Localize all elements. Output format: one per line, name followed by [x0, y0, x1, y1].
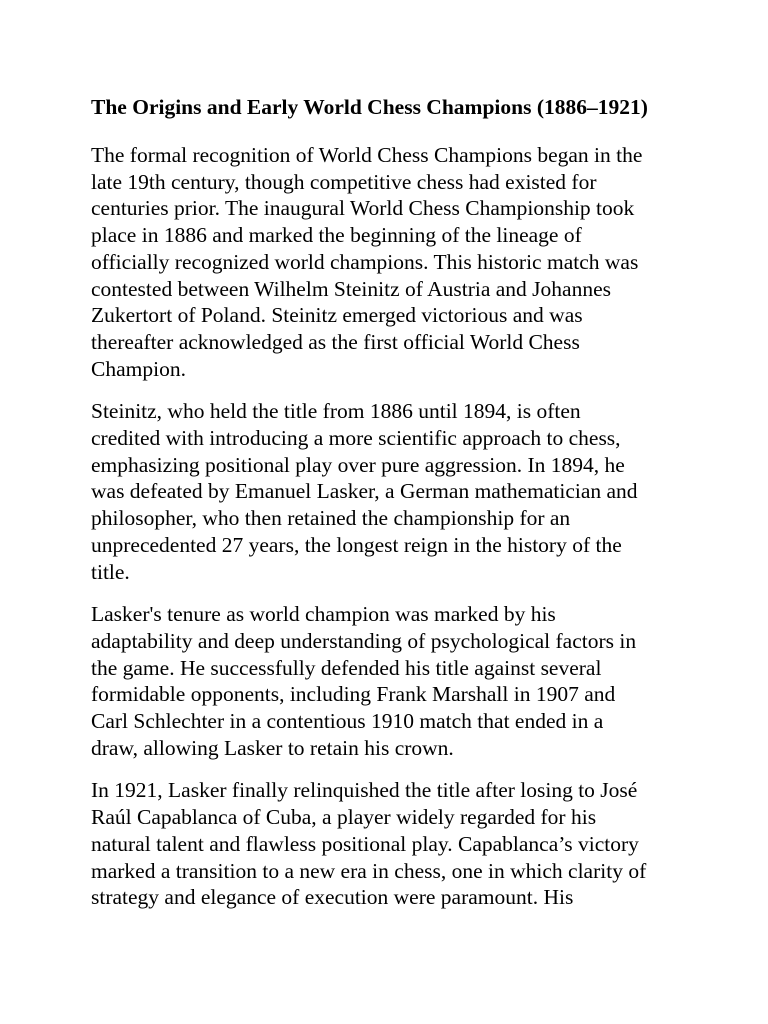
paragraph-line: draw, allowing Lasker to retain his crown. [91, 735, 454, 760]
paragraph-line: title. [91, 559, 130, 584]
paragraph-line: late 19th century, though competitive chess had existed for [91, 169, 597, 194]
paragraph-2 [91, 398, 691, 585]
paragraph-line: emphasizing positional play over pure aggression. In 1894, he [91, 452, 625, 477]
paragraph-line: Champion. [91, 356, 186, 381]
paragraph-line: centuries prior. The inaugural World Chess Championship took [91, 196, 635, 221]
paragraph-line: was defeated by Emanuel Lasker, a German mathematician and [91, 479, 638, 504]
paragraph-line: the game. He successfully defended his title against several [91, 655, 602, 680]
paragraph-line: In 1921, Lasker finally relinquished the title after losing to José [91, 778, 638, 803]
paragraph-1 [91, 142, 691, 382]
paragraph-line: contested between Wilhelm Steinitz of Austria and Johannes [91, 276, 611, 301]
paragraph-line: Steinitz, who held the title from 1886 until 1894, is often [91, 399, 581, 424]
paragraph-line: marked a transition to a new era in chess, one in which clarity of [91, 858, 647, 883]
paragraph-3 [91, 601, 691, 761]
document-heading: The Origins and Early World Chess Champions (1886–1921) [91, 95, 648, 119]
paragraph-line: philosopher, who then retained the championship for an [91, 506, 571, 531]
paragraph-line: thereafter acknowledged as the first official World Chess [91, 329, 580, 354]
paragraph-line: natural talent and flawless positional play. Capablanca’s victory [91, 831, 639, 856]
paragraph-line: credited with introducing a more scientific approach to chess, [91, 426, 621, 451]
paragraph-line: Zukertort of Poland. Steinitz emerged victorious and was [91, 303, 583, 328]
paragraph-4 [91, 777, 691, 911]
paragraph-line: formidable opponents, including Frank Marshall in 1907 and [91, 682, 616, 707]
paragraph-line: adaptability and deep understanding of psychological factors in [91, 628, 637, 653]
paragraph-line: The formal recognition of World Chess Champions began in the [91, 143, 643, 167]
document-body [91, 93, 691, 927]
paragraph-line: Lasker's tenure as world champion was marked by his [91, 602, 556, 627]
paragraph-line: place in 1886 and marked the beginning of the lineage of [91, 223, 582, 248]
paragraph-line: officially recognized world champions. This historic match was [91, 249, 639, 274]
paragraph-line: Raúl Capablanca of Cuba, a player widely regarded for his [91, 805, 597, 830]
paragraph-line: Carl Schlechter in a contentious 1910 match that ended in a [91, 709, 604, 734]
paragraph-line: unprecedented 27 years, the longest reign in the history of the [91, 532, 622, 557]
paragraph-line: strategy and elegance of execution were paramount. His [91, 885, 574, 910]
